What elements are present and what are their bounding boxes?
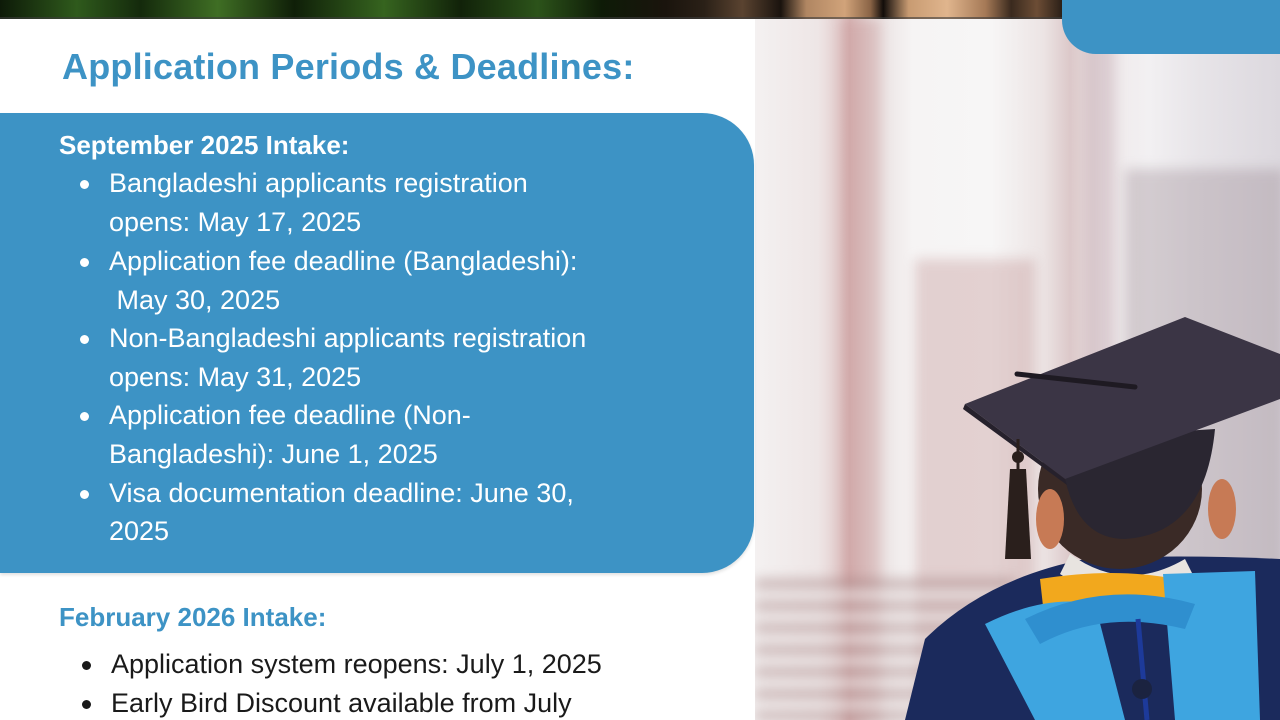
february-intake-title: February 2026 Intake: (59, 602, 327, 632)
corner-accent-tab (1062, 0, 1280, 54)
list-item-text: Non-Bangladeshi applicants registration (109, 323, 587, 353)
bullet-icon (80, 412, 89, 421)
list-item-text: Application fee deadline (Non- (109, 400, 471, 430)
list-item-text: opens: May 31, 2025 (109, 362, 362, 392)
bullet-icon (82, 661, 91, 670)
list-item-text: Application system reopens: July 1, 2025 (111, 649, 602, 679)
list-item-text: May 30, 2025 (109, 285, 281, 315)
bullet-icon (80, 180, 89, 189)
bullet-icon (80, 335, 89, 344)
bullet-icon (80, 490, 89, 499)
list-item-text: opens: May 17, 2025 (109, 207, 362, 237)
list-item-text: Early Bird Discount available from July (111, 688, 572, 718)
list-item-text: 2025 (109, 516, 170, 546)
list-item-text: Bangladeshi): June 1, 2025 (109, 439, 438, 469)
bullet-icon (82, 700, 91, 709)
list-item-text: Visa documentation deadline: June 30, (109, 478, 574, 508)
graduate-photo (755, 19, 1280, 720)
list-item-text: Application fee deadline (Bangladeshi): (109, 246, 578, 276)
bullet-icon (80, 258, 89, 267)
september-intake-title: September 2025 Intake: (59, 130, 350, 160)
page-title: Application Periods & Deadlines: (62, 46, 635, 87)
graduate-illustration-icon (755, 19, 1280, 720)
list-item-text: Bangladeshi applicants registration (109, 168, 528, 198)
